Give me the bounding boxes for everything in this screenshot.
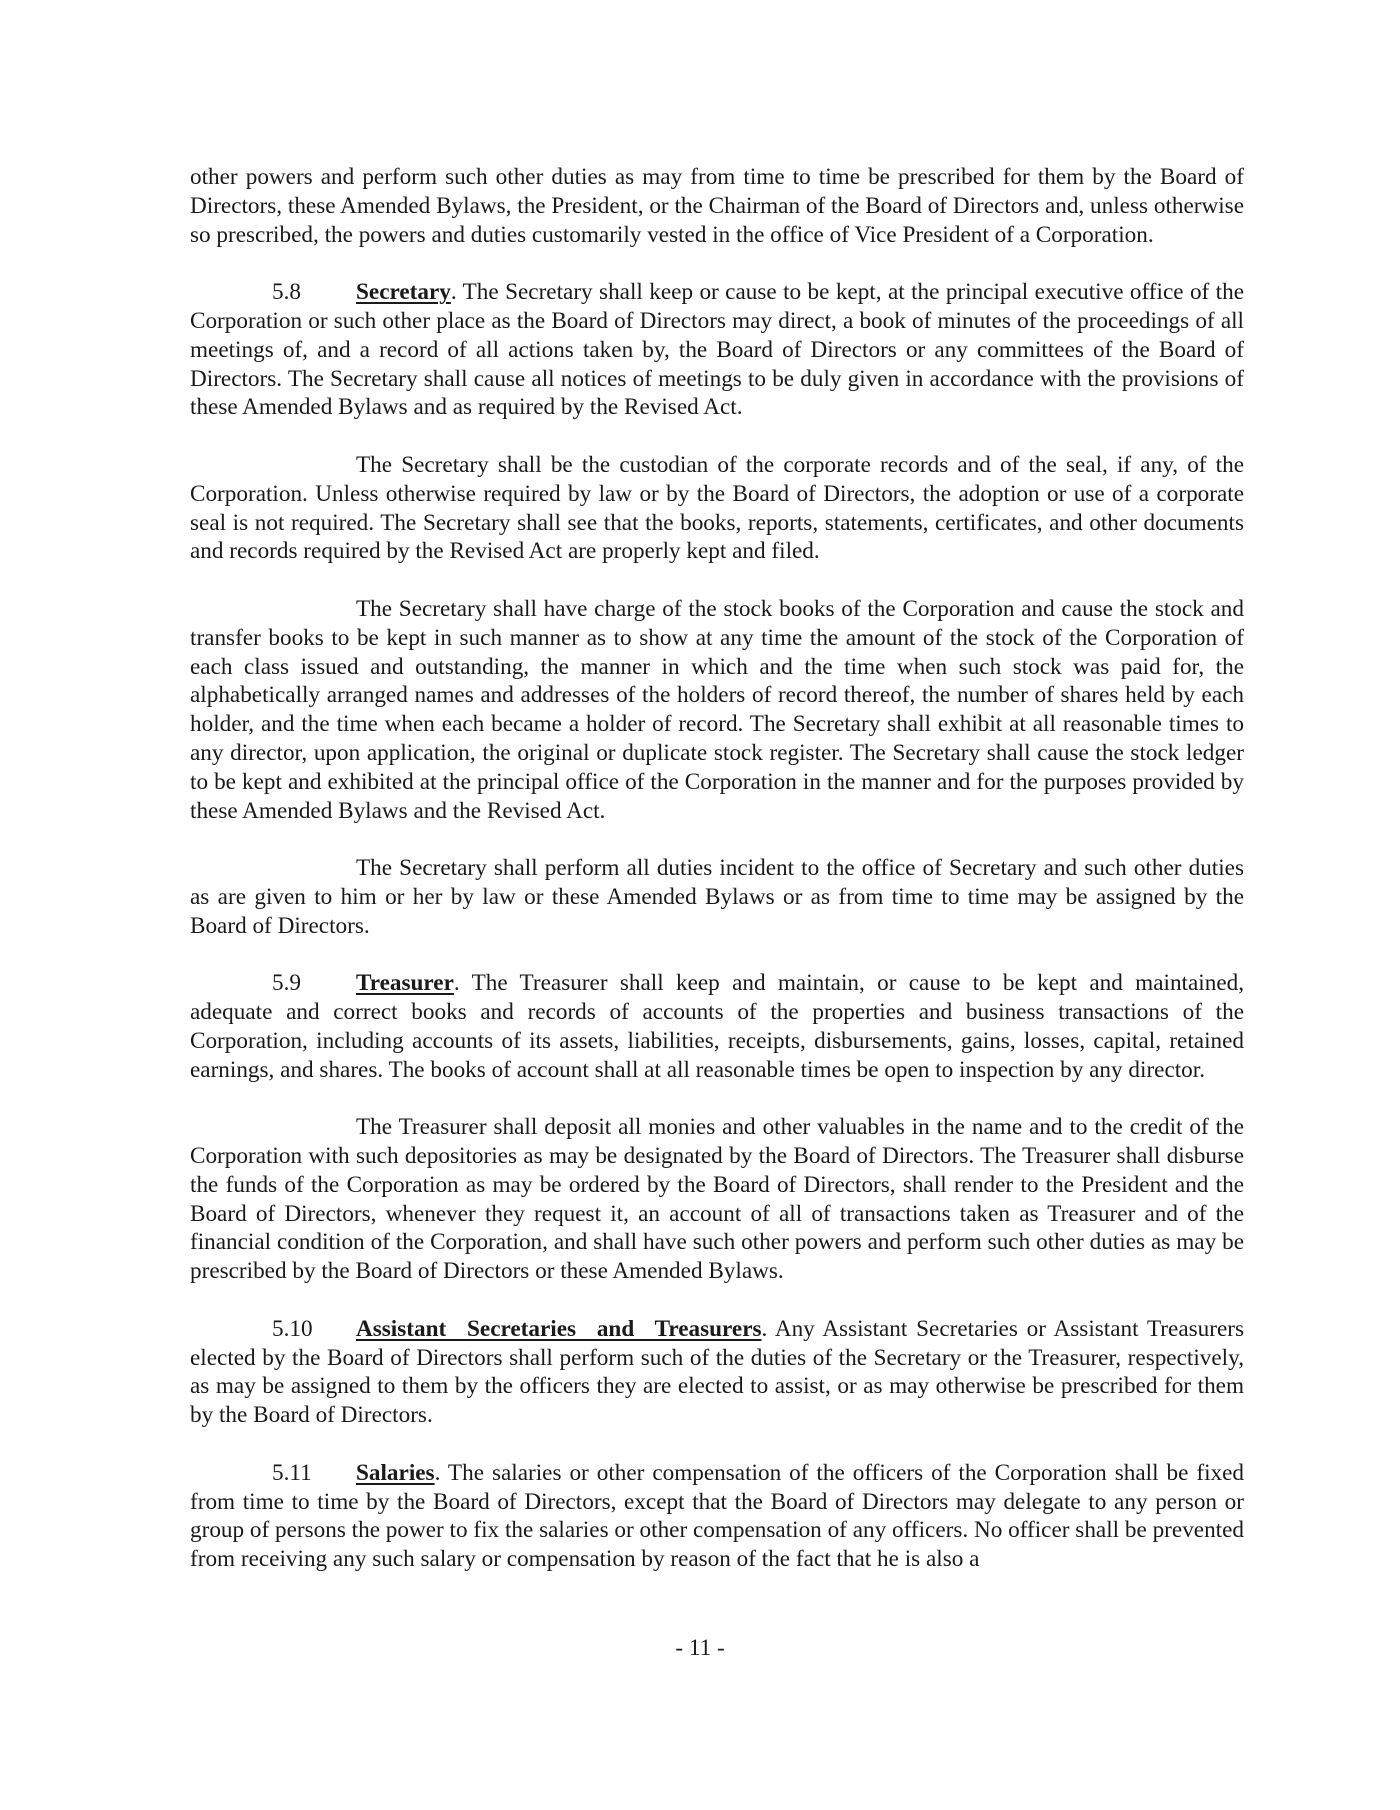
paragraph	[190, 595, 1244, 825]
section-5-8	[190, 278, 1244, 422]
section-title: Salaries	[356, 1459, 435, 1486]
paragraph-text: The Secretary shall be the custodian of the corporate records and of the seal, if any, of the Corporation. Unless otherwise required by law or by the Board of Directors, the adoption or use of a corporate seal is not required. The Secretary shall see that the books, reports, statements, certificates, and other documents and records required by the Revised Act are properly kept and filed.	[190, 451, 1244, 565]
section-number: 5.9	[272, 970, 301, 997]
section-5-9	[190, 969, 1244, 1084]
section-body: . The Treasurer shall keep and maintain, or cause to be kept and maintained, adequate and correct books and records of accounts of the properties and business transactions of the Corporation, including accounts of its assets, liabilities, receipts, disbursements, gains, losses, capital, retained earnings, and shares. The books of account shall at all reasonable times be open to inspection by any director.	[190, 970, 1244, 1083]
paragraph-text: The Secretary shall have charge of the stock books of the Corporation and cause the stock and transfer books to be kept in such manner as to show at any time the amount of the stock of the Corporation of each class issued and outstanding, the manner in which and the time when such stock was paid for, the alphabetically arranged names and addresses of the holders of record thereof, the number of shares held by each holder, and the time when each became a holder of record. The Secretary shall exhibit at all reasonable times to any director, upon application, the original or duplicate stock register. The Secretary shall cause the stock ledger to be kept and exhibited at the principal office of the Corporation in the manner and for the purposes provided by these Amended Bylaws and the Revised Act.	[190, 595, 1244, 824]
section-title: Assistant Secretaries and Treasurers	[356, 1315, 762, 1342]
section-body: . The Secretary shall keep or cause to be kept, at the principal executive office of the Corporation or such other place as the Board of Directors may direct, a book of minutes of the proceedings of all meetings of, and a record of all actions taken by, the Board of Directors or any committees of the Board of Directors. The Secretary shall cause all notices of meetings to be duly given in accordance with the provisions of these Amended Bylaws and as required by the Revised Act.	[190, 279, 1244, 421]
page-number: - 11 -	[675, 1635, 725, 1661]
section-number: 5.8	[272, 279, 301, 306]
section-body: . Any Assistant Secretaries or Assistant Treasurers elected by the Board of Directors shall perform such of the duties of the Secretary or the Treasurer, respectively, as may be assigned to them by the officers they are elected to assist, or as may otherwise be prescribed for them by the Board of Directors.	[190, 1315, 1244, 1429]
section-5-10	[190, 1315, 1244, 1430]
section-title: Treasurer	[356, 970, 454, 997]
paragraph	[190, 854, 1244, 940]
section-title: Secretary	[356, 279, 451, 306]
document-page	[190, 163, 1244, 1603]
paragraph	[190, 451, 1244, 566]
section-number: 5.11	[272, 1459, 312, 1486]
section-body: . The salaries or other compensation of the officers of the Corporation shall be fixed from time to time by the Board of Directors, except that the Board of Directors may delegate to any person or group of persons the power to fix the salaries or other compensation of any officers. No officer shall be prevented from receiving any such salary or compensation by reason of the fact that he is also a	[190, 1459, 1244, 1573]
continuation-paragraph: other powers and perform such other duties as may from time to time be prescribed for them by the Board of Directors, these Amended Bylaws, the President, or the Chairman of the Board of Directors and, unless otherwise so prescribed, the powers and duties customarily vested in the office of Vice President of a Corporation.	[190, 164, 1244, 248]
section-number: 5.10	[272, 1315, 313, 1342]
section-5-11	[190, 1459, 1244, 1574]
paragraph-text: The Secretary shall perform all duties incident to the office of Secretary and such other duties as are given to him or her by law or these Amended Bylaws or as from time to time may be assigned by the Board of Directors.	[190, 855, 1244, 939]
paragraph-text: The Treasurer shall deposit all monies and other valuables in the name and to the credit of the Corporation with such depositories as may be designated by the Board of Directors. The Treasurer shall disburse the funds of the Corporation as may be ordered by the Board of Directors, shall render to the President and the Board of Directors, whenever they request it, an account of all of transactions taken as Treasurer and of the financial condition of the Corporation, and shall have such other powers and perform such other duties as may be prescribed by the Board of Directors or these Amended Bylaws.	[190, 1114, 1244, 1285]
paragraph	[190, 1113, 1244, 1286]
